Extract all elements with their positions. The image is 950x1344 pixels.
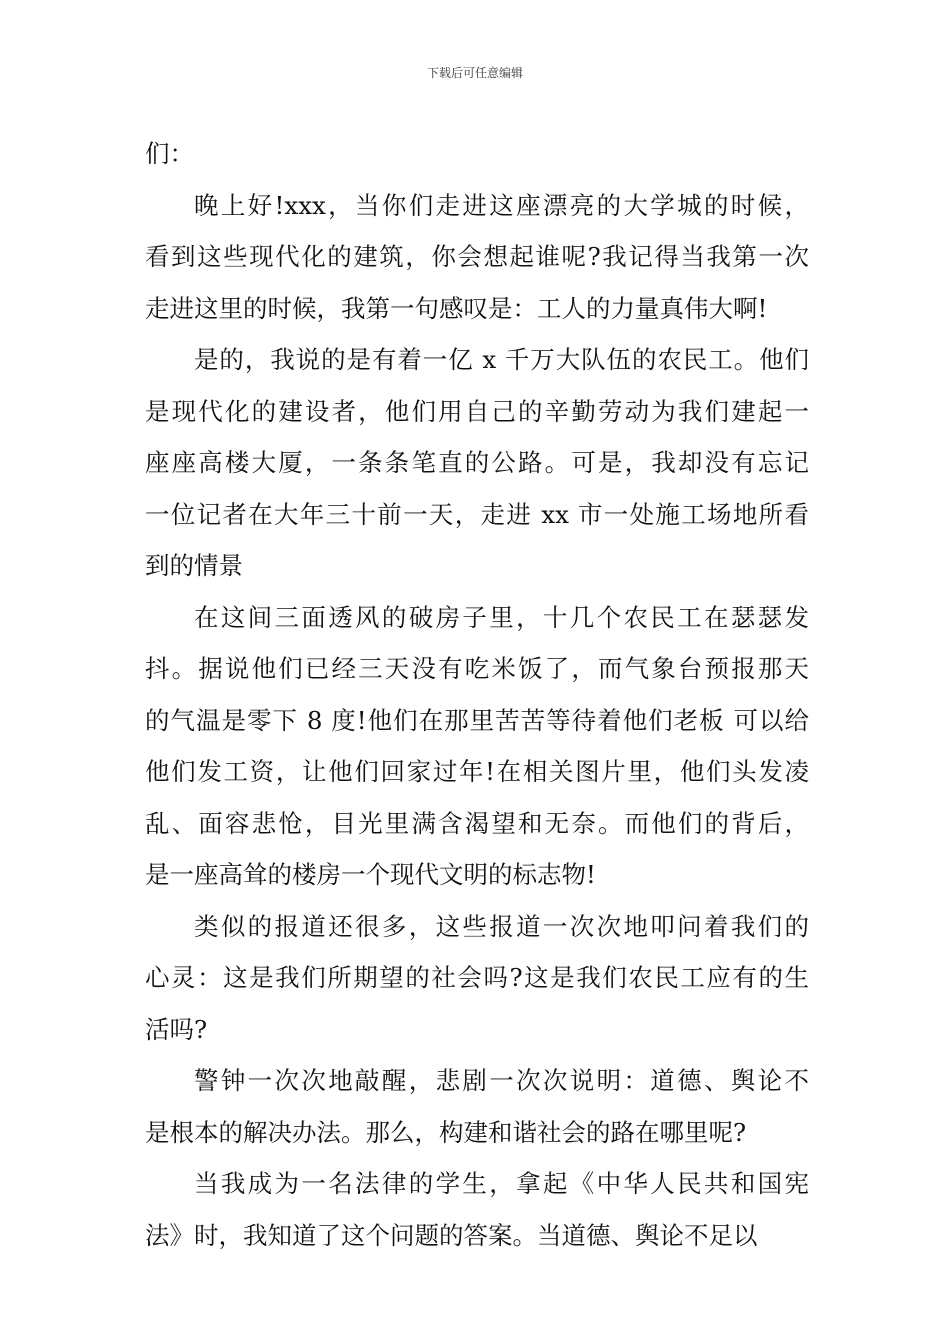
text-line: 心灵：这是我们所期望的社会吗?这是我们农民工应有的生 xyxy=(145,963,809,992)
text-line: 座座高楼大厦，一条条笔直的公路。可是，我却没有忘记 xyxy=(145,448,809,477)
text-line: 看到这些现代化的建筑，你会想起谁呢?我记得当我第一次 xyxy=(145,242,809,271)
paragraph xyxy=(145,180,809,335)
text-line: 抖。据说他们已经三天没有吃米饭了，而气象台预报那天 xyxy=(145,654,809,683)
paragraph xyxy=(145,1055,809,1158)
text-line: 当我成为一名法律的学生，拿起《中华人民共和国宪 xyxy=(194,1169,809,1198)
page-header: 下载后可任意编辑 xyxy=(426,66,523,80)
text-line: 乱、面容悲怆，目光里满含渴望和无奈。而他们的背后， xyxy=(145,808,809,838)
text-line: 们： xyxy=(145,139,194,168)
text-line: 在这间三面透风的破房子里，十几个农民工在瑟瑟发 xyxy=(194,602,809,632)
text-line: 他们发工资，让他们回家过年!在相关图片里，他们头发凌 xyxy=(145,757,809,786)
paragraph xyxy=(145,1158,809,1261)
text-line: 一位记者在大年三十前一天，走进 xx 市一处施工场地所看 xyxy=(145,499,809,529)
text-line: 的气温是零下 8 度!他们在那里苦苦等待着他们老板 可以给 xyxy=(145,705,809,735)
paragraph xyxy=(145,128,809,180)
text-line: 活吗? xyxy=(145,1014,208,1044)
text-line: 是根本的解决办法。那么，构建和谐社会的路在哪里呢? xyxy=(145,1117,747,1147)
text-line: 是一座高耸的楼房一个现代文明的标志物! xyxy=(145,860,596,889)
text-line: 类似的报道还很多，这些报道一次次地叩问着我们的 xyxy=(194,911,809,941)
document-body xyxy=(145,128,809,1261)
text-line: 法》时，我知道了这个问题的答案。当道德、舆论不足以 xyxy=(145,1220,758,1250)
text-line: 晚上好!xxx，当你们走进这座漂亮的大学城的时候， xyxy=(194,190,809,220)
paragraph xyxy=(145,334,809,592)
text-line: 到的情景 xyxy=(145,551,243,580)
text-line: 走进这里的时候，我第一句感叹是：工人的力量真伟大啊! xyxy=(145,293,768,323)
paragraph xyxy=(145,901,809,1056)
text-line: 是现代化的建设者，他们用自己的辛勤劳动为我们建起一 xyxy=(145,396,809,426)
text-line: 是的，我说的是有着一亿 x 千万大队伍的农民工。他们 xyxy=(194,345,809,374)
text-line: 警钟一次次地敲醒，悲剧一次次说明：道德、舆论不 xyxy=(194,1066,809,1095)
paragraph xyxy=(145,592,809,901)
